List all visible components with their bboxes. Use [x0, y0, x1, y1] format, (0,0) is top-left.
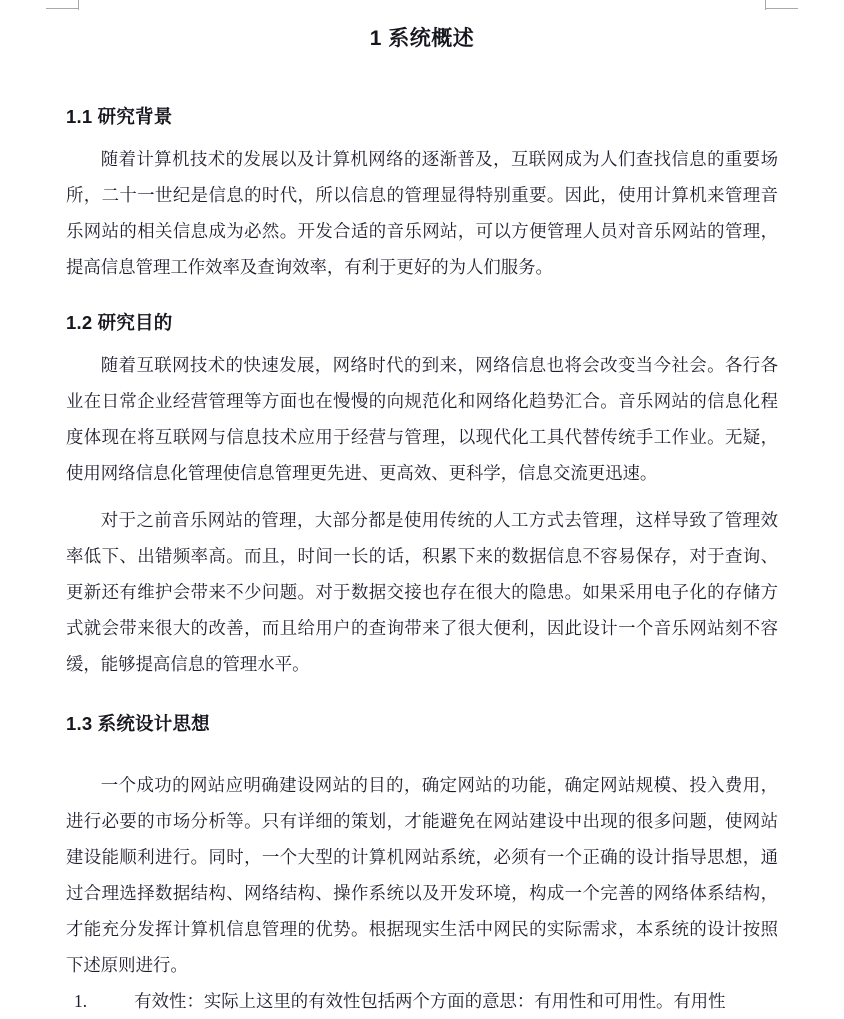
section-heading-1-3: 1.3 系统设计思想 [66, 713, 210, 735]
document-body [66, 0, 778, 1019]
section-1-2-paragraph-1: 随着互联网技术的快速发展，网络时代的到来，网络信息也将会改变当今社会。各行各业在日常企业经营管理等方面也在慢慢的向规范化和网络化趋势汇合。音乐网站的信息化程度体现在将互联网与信息技术应用于经营与管理，以现代化工具代替传统手工作业。无疑，使用网络信息化管理使信息管理更先进、更高效、更科学，信息交流更迅速。 [66, 355, 778, 484]
page-title: 1 系统概述 [369, 27, 475, 50]
section-1-3-paragraph-1: 一个成功的网站应明确建设网站的目的，确定网站的功能，确定网站规模、投入费用，进行必要的市场分析等。只有详细的策划，才能避免在网站建设中出现的很多问题，使网站建设能顺利进行。同时，一个大型的计算机网站系统，必须有一个正确的设计指导思想，通过合理选择数据结构、网络结构、操作系统以及开发环境，构成一个完善的网络体系结构，才能充分发挥计算机信息管理的优势。根据现实生活中网民的实际需求，本系统的设计按照下述原则进行。 [66, 775, 778, 976]
section-heading-1-2: 1.2 研究目的 [66, 312, 173, 334]
principles-list [66, 983, 778, 1019]
list-item [66, 983, 778, 1019]
section-1-1-paragraph-1: 随着计算机技术的发展以及计算机网络的逐渐普及，互联网成为人们查找信息的重要场所，二十一世纪是信息的时代，所以信息的管理显得特别重要。因此，使用计算机来管理音乐网站的相关信息成为必然。开发合适的音乐网站，可以方便管理人员对音乐网站的管理，提高信息管理工作效率及查询效率，有利于更好的为人们服务。 [66, 149, 778, 278]
list-item-marker: 1. [74, 991, 88, 1012]
list-item-text: 有效性：实际上这里的有效性包括两个方面的意思：有用性和可用性。有用性 [134, 991, 726, 1012]
section-1-2-paragraph-2: 对于之前音乐网站的管理，大部分都是使用传统的人工方式去管理，这样导致了管理效率低下、出错频率高。而且，时间一长的话，积累下来的数据信息不容易保存，对于查询、更新还有维护会带来不少问题。对于数据交接也存在很大的隐患。如果采用电子化的存储方式就会带来很大的改善，而且给用户的查询带来了很大便利，因此设计一个音乐网站刻不容缓，能够提高信息的管理水平。 [66, 510, 778, 675]
section-heading-1-1: 1.1 研究背景 [66, 106, 173, 128]
